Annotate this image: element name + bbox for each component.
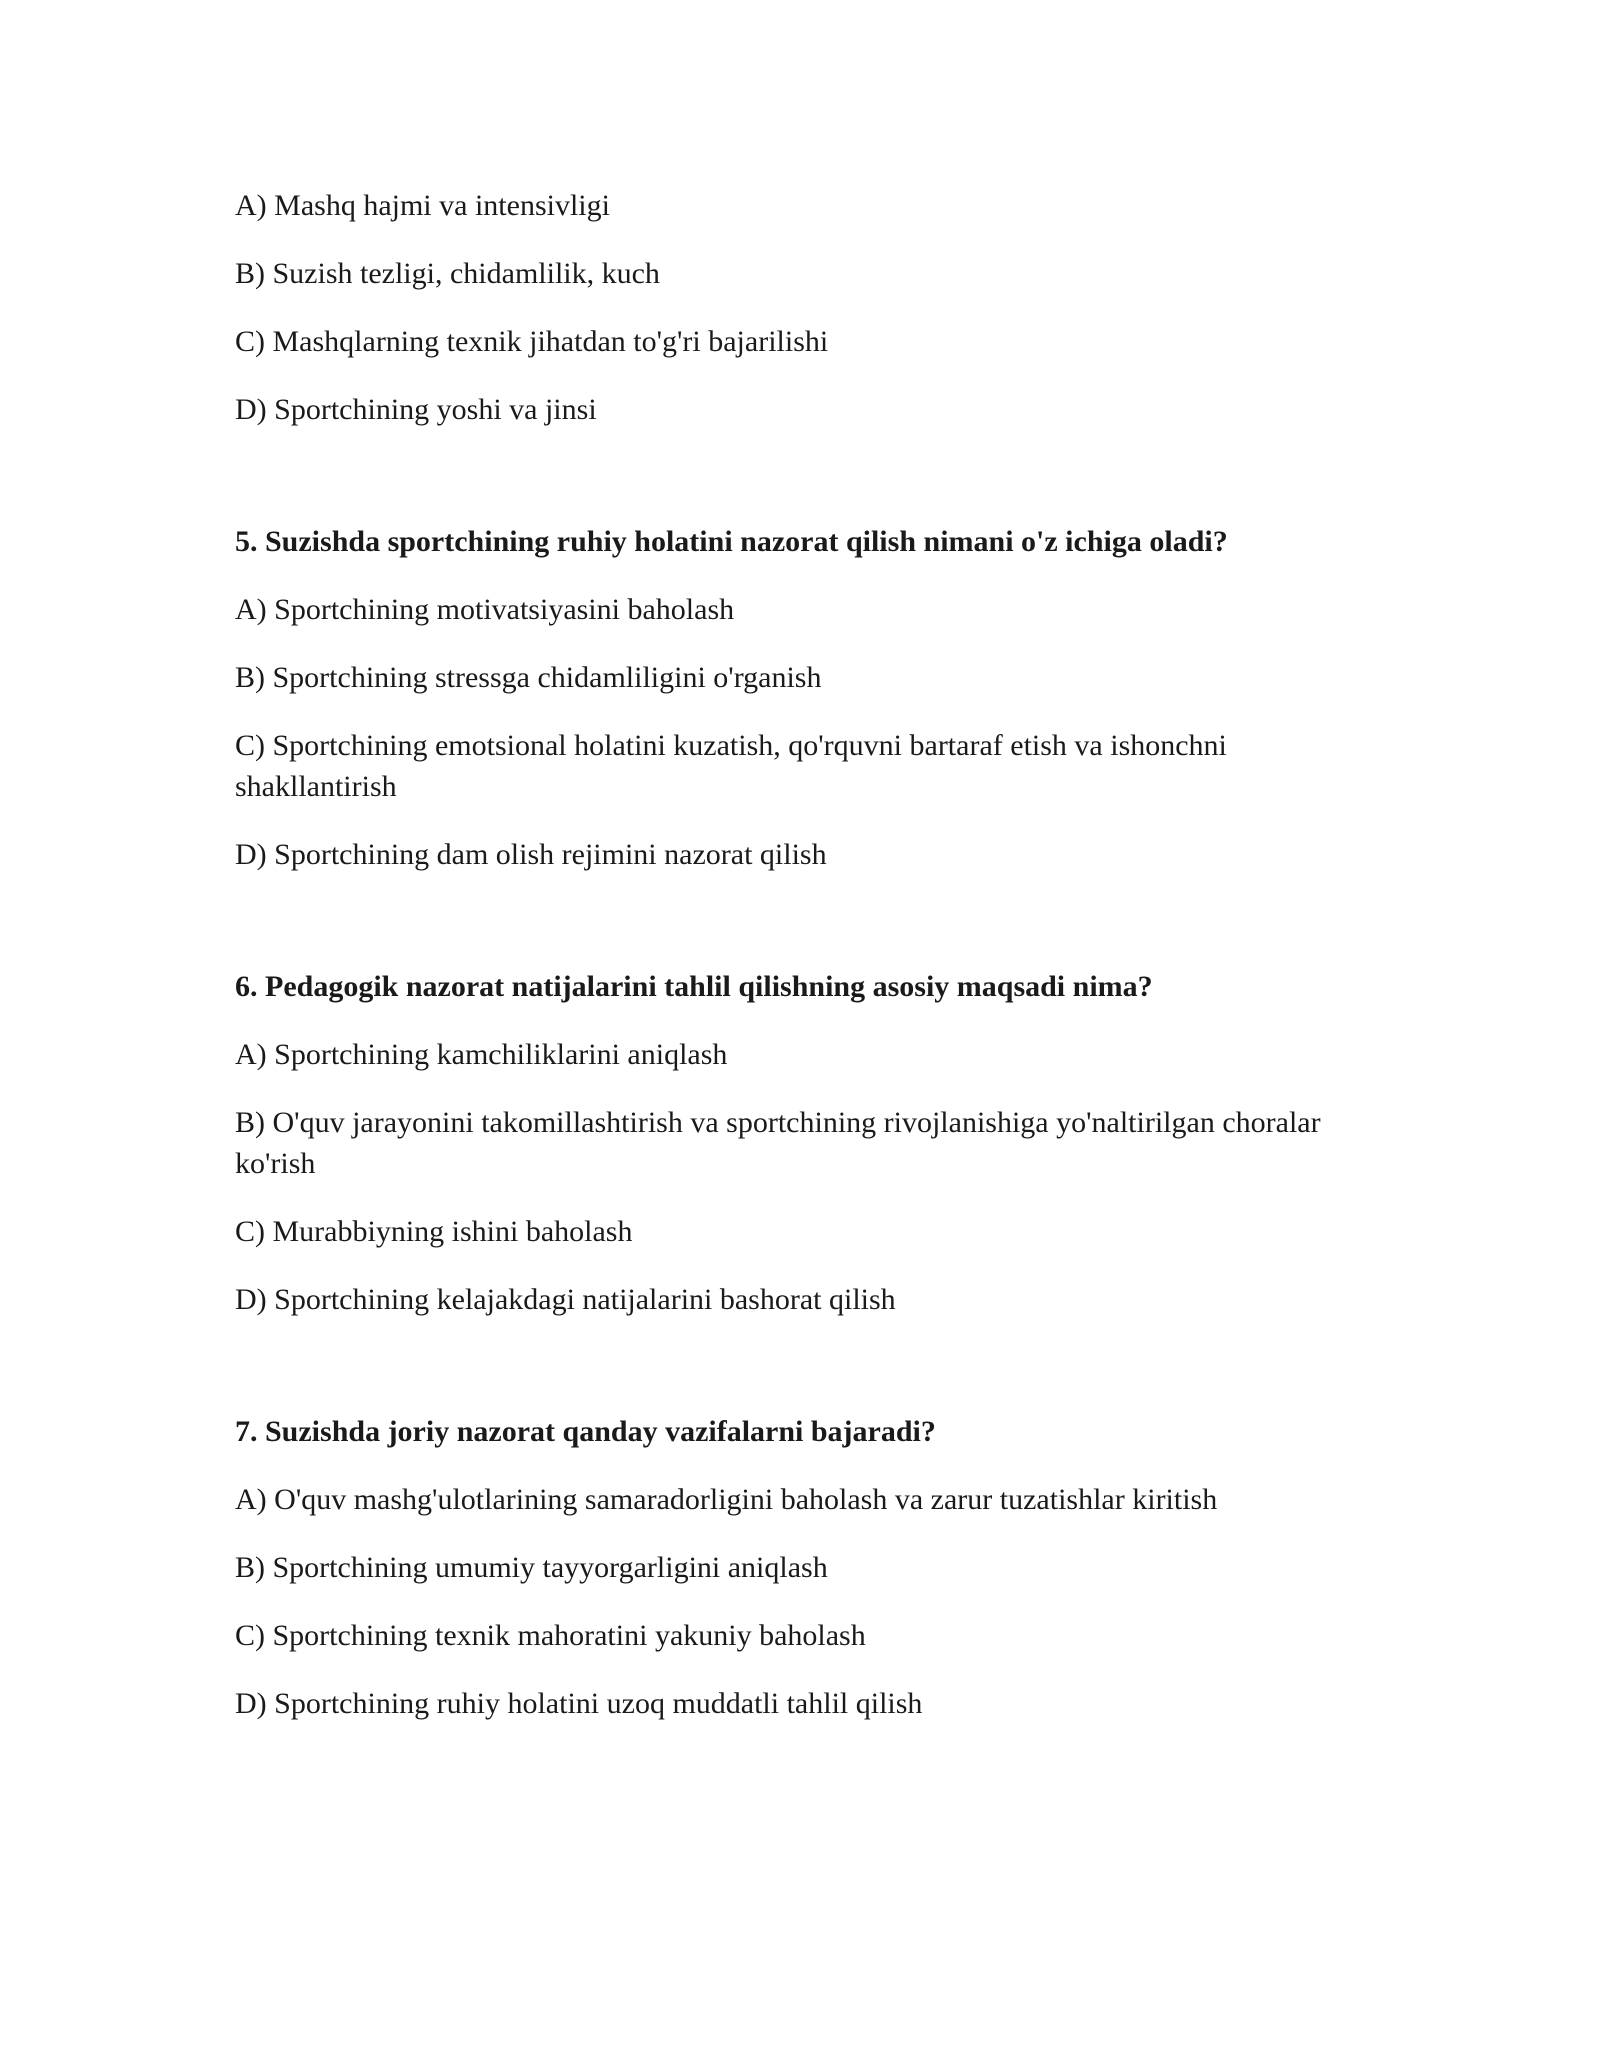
option-a: A) Sportchining motivatsiyasini baholash: [235, 593, 735, 626]
option-d: D) Sportchining yoshi va jinsi: [235, 393, 597, 426]
continued-options: [235, 185, 1335, 430]
question-7: [235, 1411, 1335, 1724]
answer-options: [235, 589, 1335, 875]
answer-options: [235, 1034, 1335, 1320]
option-b: B) O'quv jarayonini takomillashtirish va sportchining rivojlanishiga yo'naltirilgan choralar ko'rish: [235, 1106, 1321, 1180]
document-page: [235, 185, 1335, 1724]
option-c: C) Mashqlarning texnik jihatdan to'g'ri bajarilishi: [235, 325, 829, 358]
question-5: [235, 521, 1335, 875]
option-c: C) Murabbiyning ishini baholash: [235, 1215, 633, 1248]
option-d: D) Sportchining dam olish rejimini nazorat qilish: [235, 838, 827, 871]
option-c: C) Sportchining texnik mahoratini yakuniy baholash: [235, 1619, 866, 1652]
option-a: A) Sportchining kamchiliklarini aniqlash: [235, 1038, 728, 1071]
question-text: 7. Suzishda joriy nazorat qanday vazifalarni bajaradi?: [235, 1415, 936, 1448]
option-d: D) Sportchining kelajakdagi natijalarini bashorat qilish: [235, 1283, 896, 1316]
question-6: [235, 966, 1335, 1320]
option-d: D) Sportchining ruhiy holatini uzoq muddatli tahlil qilish: [235, 1687, 923, 1720]
question-text: 6. Pedagogik nazorat natijalarini tahlil qilishning asosiy maqsadi nima?: [235, 970, 1153, 1003]
option-b: B) Sportchining umumiy tayyorgarligini aniqlash: [235, 1551, 828, 1584]
question-text: 5. Suzishda sportchining ruhiy holatini nazorat qilish nimani o'z ichiga oladi?: [235, 525, 1228, 558]
option-b: B) Suzish tezligi, chidamlilik, kuch: [235, 257, 660, 290]
option-a: A) O'quv mashg'ulotlarining samaradorligini baholash va zarur tuzatishlar kiritish: [235, 1483, 1218, 1516]
answer-options: [235, 1479, 1335, 1724]
option-c: C) Sportchining emotsional holatini kuzatish, qo'rquvni bartaraf etish va ishonchni shakllantirish: [235, 729, 1227, 803]
option-b: B) Sportchining stressga chidamliligini o'rganish: [235, 661, 822, 694]
option-a: A) Mashq hajmi va intensivligi: [235, 189, 610, 222]
